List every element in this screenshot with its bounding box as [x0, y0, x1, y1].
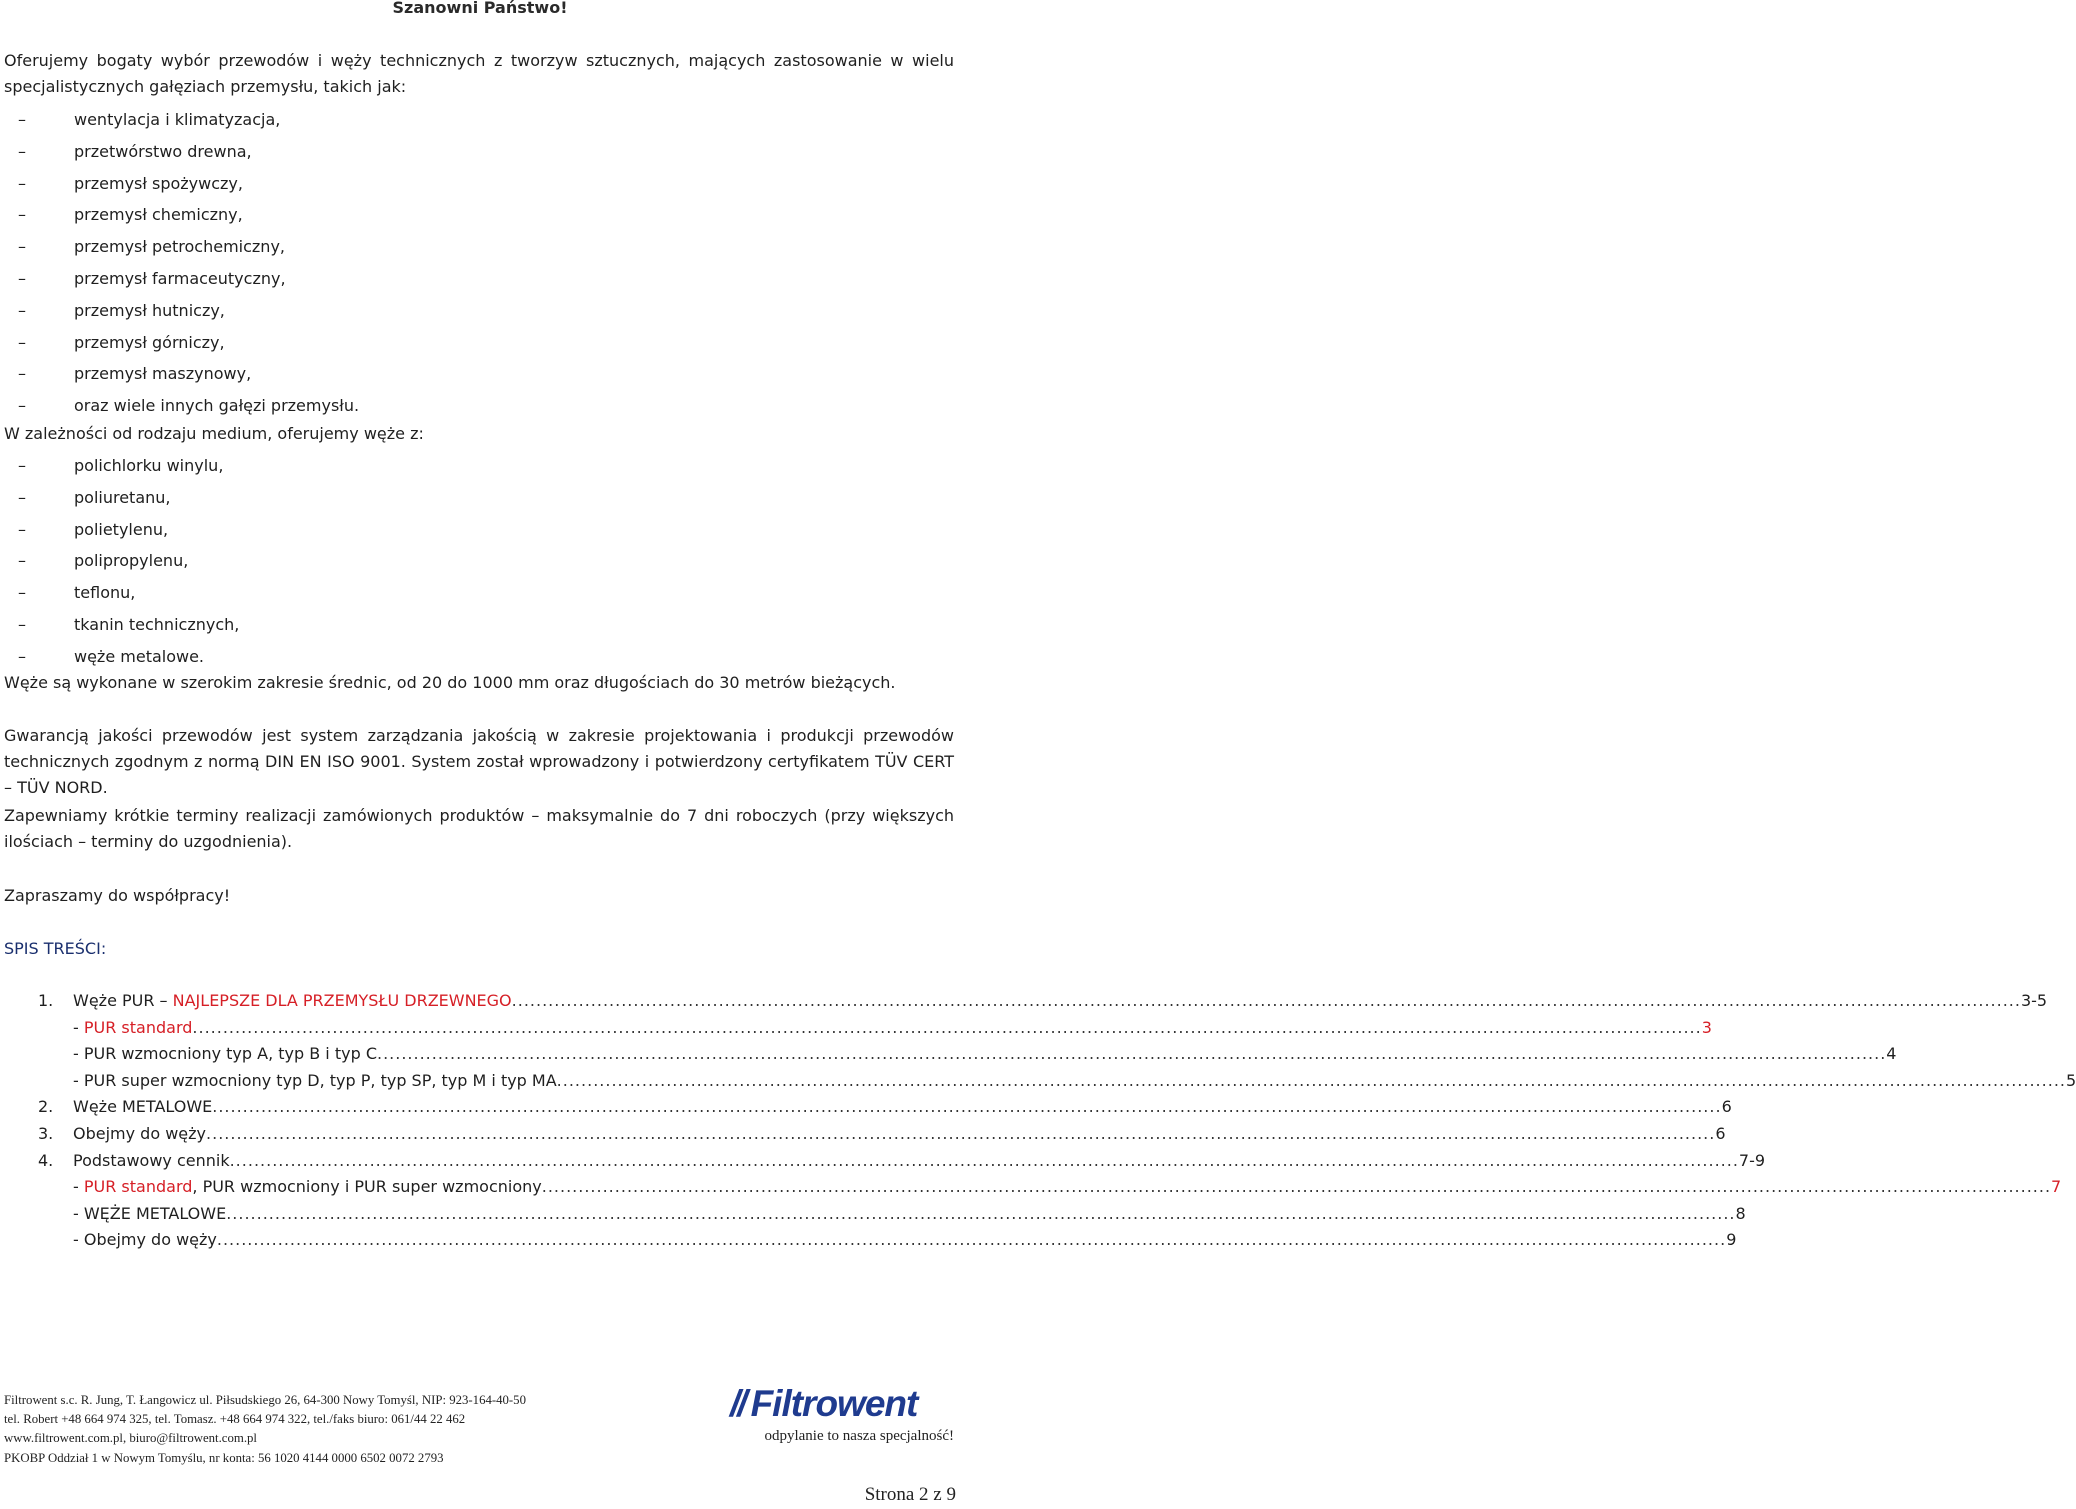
list-item: – węże metalowe. — [4, 641, 239, 673]
toc-leader: ........................................................................................................................................................................................................................................................ — [541, 1177, 2052, 1197]
footer-company-info — [4, 1391, 704, 1468]
toc-number: 4. — [38, 1150, 54, 1170]
toc-label: - PUR super wzmocniony typ D, typ P, typ SP, typ M i typ MA — [73, 1070, 557, 1090]
toc-leader: ........................................................................................................................................................................................................................................................ — [229, 1150, 1739, 1170]
toc-page-number: 6 — [1715, 1123, 1726, 1143]
toc-page-number: 9 — [1726, 1230, 1737, 1250]
toc-page-number: 6 — [1721, 1097, 1732, 1117]
toc-page-number: 8 — [1735, 1203, 1746, 1223]
delivery-paragraph: Zapewniamy krótkie terminy realizacji zamówionych produktów – maksymalnie do 7 dni roboczych (przy większych ilościach – terminy do uzgodnienia). — [4, 806, 954, 851]
list-item: – poliuretanu, — [4, 482, 239, 514]
toc-entry-clamps[interactable] — [38, 1121, 1726, 1148]
toc-label: - WĘŻE METALOWE — [73, 1203, 227, 1223]
list-item: – oraz wiele innych gałęzi przemysłu. — [4, 390, 359, 422]
list-item: – teflonu, — [4, 577, 239, 609]
toc-page-number: 3 — [1701, 1017, 1712, 1037]
toc-leader: ........................................................................................................................................................................................................................................................ — [216, 1230, 1727, 1250]
toc-label: - PUR standard, PUR wzmocniony i PUR super wzmocniony — [73, 1177, 542, 1197]
toc-entry-pur-hoses[interactable] — [38, 988, 2048, 1015]
materials-intro: W zależności od rodzaju medium, oferujemy węże z: — [4, 424, 424, 443]
logo-text: Filtrowent — [750, 1383, 918, 1424]
dash-bullet: – — [18, 173, 26, 193]
toc-label: Węże METALOWE — [73, 1097, 213, 1117]
toc-leader: ........................................................................................................................................................................................................................................................ — [226, 1203, 1736, 1223]
toc-leader: ........................................................................................................................................................................................................................................................ — [206, 1123, 1716, 1143]
toc-leader: ........................................................................................................................................................................................................................................................ — [376, 1044, 1887, 1064]
dash-bullet: – — [18, 396, 26, 416]
toc-label: - Obejmy do węży — [73, 1230, 217, 1250]
toc-page-number: 4 — [1886, 1044, 1897, 1064]
toc-entry-price-clamps[interactable] — [38, 1227, 1737, 1254]
toc-label: - PUR standard — [73, 1017, 193, 1037]
dash-bullet: – — [18, 205, 26, 225]
list-item: – tkanin technicznych, — [4, 609, 239, 641]
list-item: – przemysł spożywczy, — [4, 168, 359, 200]
page-number: Strona 2 z 9 — [864, 1484, 956, 1505]
intro-paragraph: Oferujemy bogaty wybór przewodów i węży technicznych z tworzyw sztucznych, mających zastosowanie w wielu specjalistycznych gałęziach przemysłu, takich jak: — [4, 51, 954, 96]
company-motto: odpylanie to nasza specjalność! — [764, 1428, 954, 1444]
dash-bullet: – — [18, 519, 26, 539]
dash-bullet: – — [18, 551, 26, 571]
logo-slashes-icon: // — [730, 1383, 745, 1424]
toc-highlight: NAJLEPSZE DLA PRZEMYSŁU DRZEWNEGO — [172, 991, 512, 1010]
dash-bullet: – — [18, 110, 26, 129]
list-item: – polichlorku winylu, — [4, 450, 239, 482]
list-item: – przemysł farmaceutyczny, — [4, 263, 359, 295]
toc-heading: SPIS TREŚCI: — [4, 939, 107, 958]
toc-page-number: 7 — [2051, 1177, 2062, 1197]
greeting-heading: Szanowni Państwo! — [392, 0, 568, 17]
toc-page-number: 5 — [2065, 1070, 2076, 1090]
toc-label: Podstawowy cennik — [73, 1150, 230, 1170]
sizes-paragraph: Węże są wykonane w szerokim zakresie średnic, od 20 do 1000 mm oraz długościach do 30 metrów bieżących. — [4, 673, 896, 692]
footer-phones: tel. Robert +48 664 974 325, tel. Tomasz. +48 664 974 322, tel./faks biuro: 061/44 22 462 — [4, 1412, 466, 1427]
dash-bullet: – — [18, 300, 26, 320]
materials-list — [4, 450, 239, 673]
toc-entry-pur-super-reinforced[interactable] — [38, 1068, 2076, 1095]
list-item: – polietylenu, — [4, 514, 239, 546]
toc-highlight: PUR standard — [83, 1017, 193, 1037]
list-item: – polipropylenu, — [4, 545, 239, 577]
dash-bullet: – — [18, 456, 26, 475]
list-item: – wentylacja i klimatyzacja, — [4, 104, 359, 136]
list-item: – przemysł maszynowy, — [4, 358, 359, 390]
dash-bullet: – — [18, 332, 26, 352]
toc-entry-price-metal[interactable] — [38, 1201, 1746, 1228]
invitation-text: Zapraszamy do współpracy! — [4, 886, 231, 905]
footer-bank-account: PKOBP Oddział 1 w Nowym Tomyślu, nr konta: 56 1020 4144 0000 6502 0072 2793 — [4, 1450, 444, 1465]
toc-label: Obejmy do węży — [73, 1123, 207, 1143]
list-item: – przemysł górniczy, — [4, 327, 359, 359]
table-of-contents — [38, 988, 2076, 1254]
toc-number: 2. — [38, 1097, 54, 1117]
toc-entry-price-list[interactable] — [38, 1148, 1766, 1175]
industries-list — [4, 104, 359, 422]
toc-highlight: PUR standard — [83, 1177, 193, 1197]
dash-bullet: – — [18, 583, 26, 603]
toc-leader: ........................................................................................................................................................................................................................................................ — [212, 1097, 1722, 1117]
toc-leader: ........................................................................................................................................................................................................................................................ — [192, 1017, 1702, 1037]
footer-web-email[interactable]: www.filtrowent.com.pl, biuro@filtrowent.com.pl — [4, 1431, 257, 1446]
dash-bullet: – — [18, 237, 26, 257]
toc-entry-pur-standard[interactable] — [38, 1015, 1712, 1042]
toc-page-number: 3-5 — [2020, 991, 2048, 1010]
toc-leader: ........................................................................................................................................................................................................................................................ — [556, 1070, 2066, 1090]
list-item: – przemysł chemiczny, — [4, 199, 359, 231]
dash-bullet: – — [18, 487, 26, 507]
toc-label: - PUR wzmocniony typ A, typ B i typ C — [73, 1044, 377, 1064]
dash-bullet: – — [18, 646, 26, 666]
dash-bullet: – — [18, 614, 26, 634]
list-item: – przemysł hutniczy, — [4, 295, 359, 327]
toc-number: 3. — [38, 1123, 54, 1143]
dash-bullet: – — [18, 141, 26, 161]
filtrowent-logo — [730, 1384, 958, 1424]
dash-bullet: – — [18, 364, 26, 384]
toc-label: Węże PUR – NAJLEPSZE DLA PRZEMYSŁU DRZEWNEGO — [73, 991, 512, 1010]
toc-entry-metal-hoses[interactable] — [38, 1094, 1732, 1121]
toc-page-number: 7-9 — [1738, 1150, 1766, 1170]
list-item: – przetwórstwo drewna, — [4, 136, 359, 168]
quality-paragraph: Gwarancją jakości przewodów jest system zarządzania jakością w zakresie projektowania i produkcji przewodów technicznych zgodnym z normą DIN EN ISO 9001. System został wprowadzony i potwierdzony certyfikatem TÜV CERT – TÜV NORD. — [4, 726, 954, 797]
dash-bullet: – — [18, 268, 26, 288]
toc-number: 1. — [38, 991, 54, 1010]
toc-entry-price-pur[interactable] — [38, 1174, 2062, 1201]
toc-entry-pur-reinforced[interactable] — [38, 1041, 1897, 1068]
list-item: – przemysł petrochemiczny, — [4, 231, 359, 263]
toc-leader: ........................................................................................................................................................................................................................................................ — [511, 991, 2021, 1010]
footer-address: Filtrowent s.c. R. Jung, T. Łangowicz ul. Piłsudskiego 26, 64-300 Nowy Tomyśl, NIP: 923-164-40-50 — [4, 1393, 526, 1407]
